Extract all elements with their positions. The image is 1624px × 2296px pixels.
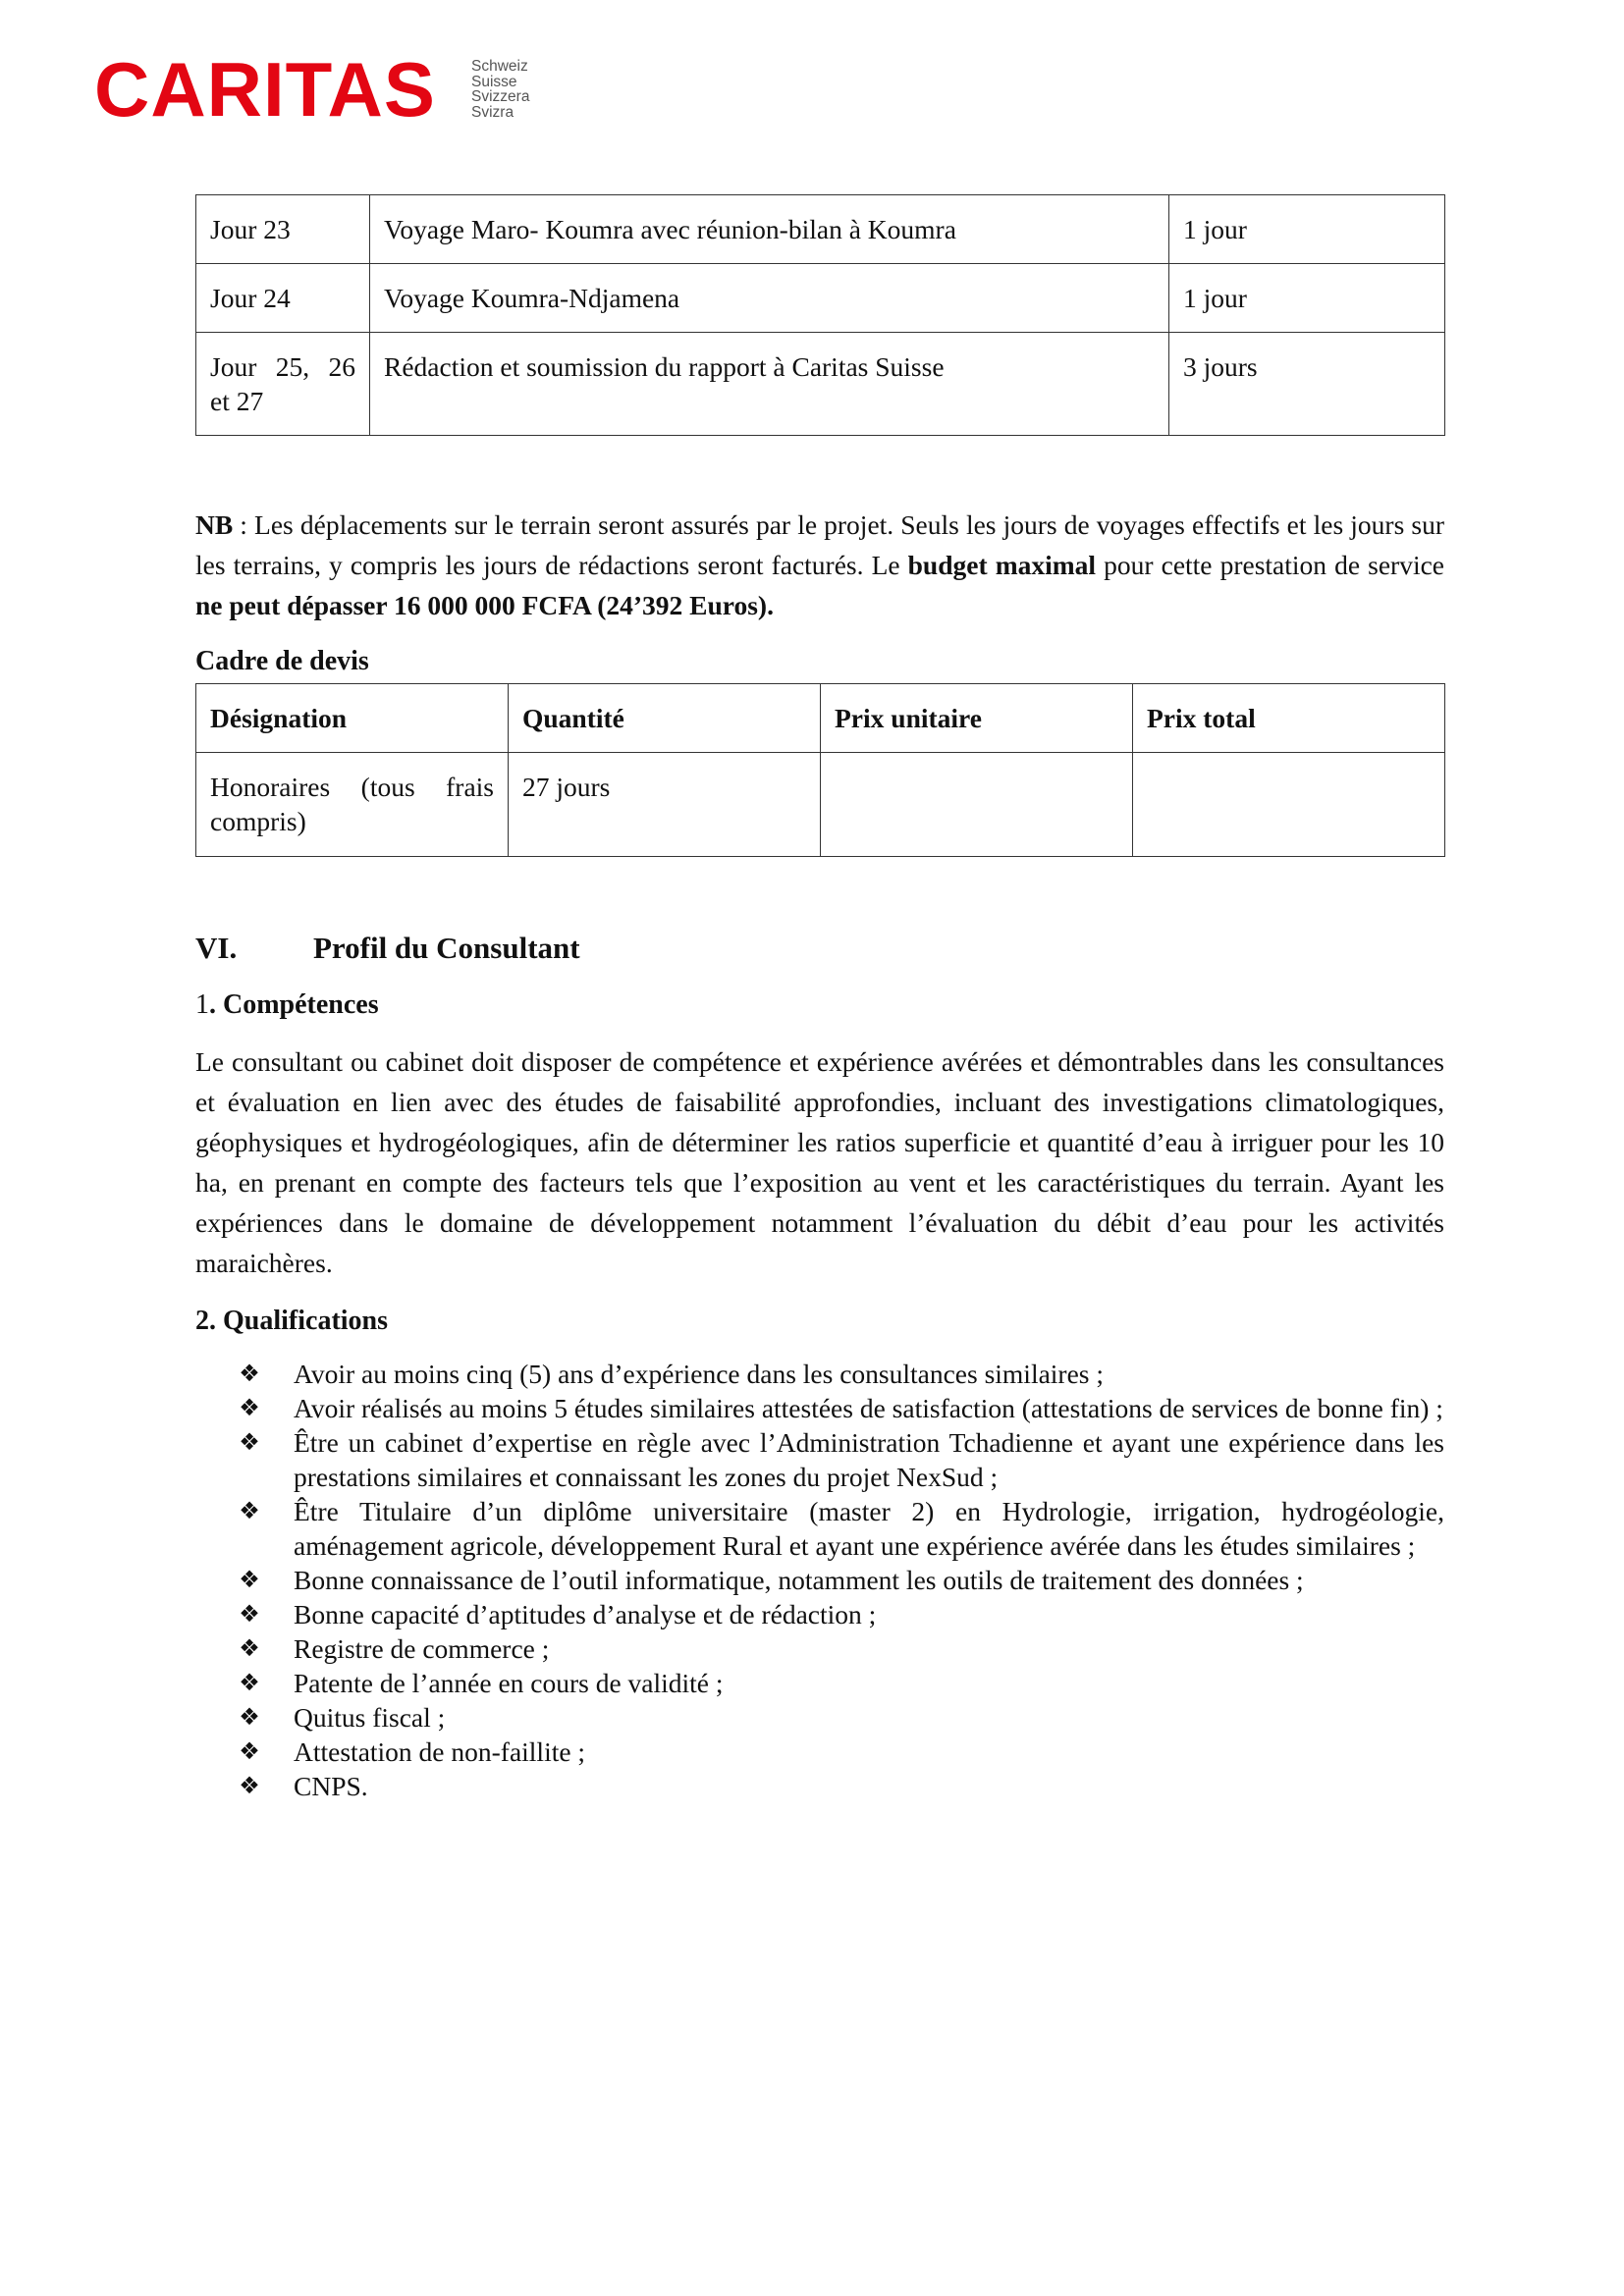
schedule-day: Jour 25, 26 et 27 — [196, 333, 370, 436]
note-label: NB — [195, 509, 234, 540]
schedule-duration: 3 jours — [1169, 333, 1445, 436]
diamond-bullet-icon: ❖ — [239, 1634, 260, 1662]
list-item — [195, 1597, 1444, 1631]
table-row — [196, 264, 1445, 333]
list-item — [195, 1700, 1444, 1735]
quote-designation: Honoraires (tous frais compris) — [196, 753, 509, 857]
list-item — [195, 1357, 1444, 1391]
list-item — [195, 1563, 1444, 1597]
diamond-bullet-icon: ❖ — [239, 1394, 260, 1421]
column-header: Désignation — [196, 684, 509, 753]
column-header: Prix total — [1133, 684, 1445, 753]
diamond-bullet-icon: ❖ — [239, 1360, 260, 1387]
qualifications-heading: 2. Qualifications — [195, 1306, 389, 1336]
table-row — [196, 195, 1445, 264]
diamond-bullet-icon: ❖ — [239, 1669, 260, 1696]
list-item — [195, 1494, 1444, 1563]
table-row — [196, 753, 1445, 857]
competences-number: 1 — [195, 989, 209, 1020]
diamond-bullet-icon: ❖ — [239, 1566, 260, 1593]
competences-paragraph: Le consultant ou cabinet doit disposer de compétence et expérience avérées et démontrables dans les consultances et évaluation en lien avec des études de faisabilité approfondies, incluant des investigations climatologiques, géophysiques et hydrogéologiques, afin de déterminer les ratios superficie et quantité d’eau à irriguer pour les 10 ha, en prenant en compte des facteurs tels que l’exposition au vent et les caractéristiques du terrain. Ayant les expériences dans le domaine de développement notamment l’évaluation du débit d’eau pour les activités maraichères. — [195, 1046, 1444, 1278]
note-bold: budget maximal — [907, 550, 1097, 580]
list-item — [195, 1666, 1444, 1700]
section-number: VI. — [195, 931, 238, 965]
schedule-day: Jour 23 — [196, 195, 370, 264]
qualifications-list — [195, 1357, 1444, 1803]
logo-language: Suisse — [471, 73, 517, 90]
competences-heading — [195, 988, 379, 1023]
schedule-activity: Rédaction et soumission du rapport à Caritas Suisse — [370, 333, 1169, 436]
logo-languages — [471, 59, 529, 120]
competences-title: . Compétences — [209, 989, 379, 1020]
qualification-text: Quitus fiscal ; — [294, 1702, 446, 1733]
table-header-row — [196, 684, 1445, 753]
table-row — [196, 333, 1445, 436]
diamond-bullet-icon: ❖ — [239, 1772, 260, 1799]
quote-unit-price — [821, 753, 1133, 857]
list-item — [195, 1735, 1444, 1769]
qualification-text: Patente de l’année en cours de validité ; — [294, 1668, 724, 1698]
schedule-day: Jour 24 — [196, 264, 370, 333]
diamond-bullet-icon: ❖ — [239, 1737, 260, 1765]
quote-quantity: 27 jours — [509, 753, 821, 857]
list-item — [195, 1391, 1444, 1425]
note-paragraph — [195, 505, 1444, 625]
qualification-text: Avoir au moins cinq (5) ans d’expérience dans les consultances similaires ; — [294, 1359, 1105, 1389]
section-title — [195, 929, 580, 968]
column-header: Prix unitaire — [821, 684, 1133, 753]
diamond-bullet-icon: ❖ — [239, 1600, 260, 1628]
qualification-text: Bonne connaissance de l’outil informatique, notamment les outils de traitement des données ; — [294, 1565, 1304, 1595]
quote-title: Cadre de devis — [195, 646, 369, 676]
logo-wordmark: CARITAS — [94, 46, 436, 133]
schedule-duration: 1 jour — [1169, 264, 1445, 333]
note-bold: ne peut dépasser 16 000 000 FCFA (24’392 Euros). — [195, 590, 774, 620]
list-item — [195, 1631, 1444, 1666]
diamond-bullet-icon: ❖ — [239, 1497, 260, 1524]
qualification-text: Registre de commerce ; — [294, 1633, 550, 1664]
qualification-text: Attestation de non-faillite ; — [294, 1736, 586, 1767]
list-item — [195, 1425, 1444, 1494]
note-text: pour cette prestation de service — [1096, 550, 1444, 580]
column-header: Quantité — [509, 684, 821, 753]
qualification-text: Être Titulaire d’un diplôme universitaire (master 2) en Hydrologie, irrigation, hydrogéologie, aménagement agricole, développement Rural et ayant une expérience avérée dans les études similaires ; — [294, 1496, 1444, 1561]
schedule-duration: 1 jour — [1169, 195, 1445, 264]
qualification-text: CNPS. — [294, 1771, 368, 1801]
logo-language: Schweiz — [471, 58, 528, 75]
schedule-table — [195, 194, 1445, 436]
qualification-text: Bonne capacité d’aptitudes d’analyse et de rédaction ; — [294, 1599, 877, 1629]
caritas-logo — [94, 46, 546, 133]
note-text: : Les déplacements sur le terrain seront assurés par le projet. Seuls les jours de voyages effectifs et les jours sur les terrains, y compris les jours de rédactions seront facturés. Le — [195, 509, 1444, 580]
quote-table — [195, 683, 1445, 857]
diamond-bullet-icon: ❖ — [239, 1428, 260, 1456]
schedule-activity: Voyage Maro- Koumra avec réunion-bilan à Koumra — [370, 195, 1169, 264]
section-title-text: Profil du Consultant — [313, 931, 580, 965]
qualification-text: Avoir réalisés au moins 5 études similaires attestées de satisfaction (attestations de services de bonne fin) ; — [294, 1393, 1443, 1423]
diamond-bullet-icon: ❖ — [239, 1703, 260, 1731]
list-item — [195, 1769, 1444, 1803]
qualification-text: Être un cabinet d’expertise en règle avec l’Administration Tchadienne et ayant une expérience dans les prestations similaires et connaissant les zones du projet NexSud ; — [294, 1427, 1444, 1492]
logo-language: Svizzera — [471, 88, 530, 105]
quote-total-price — [1133, 753, 1445, 857]
logo-language: Svizra — [471, 103, 514, 121]
schedule-activity: Voyage Koumra-Ndjamena — [370, 264, 1169, 333]
